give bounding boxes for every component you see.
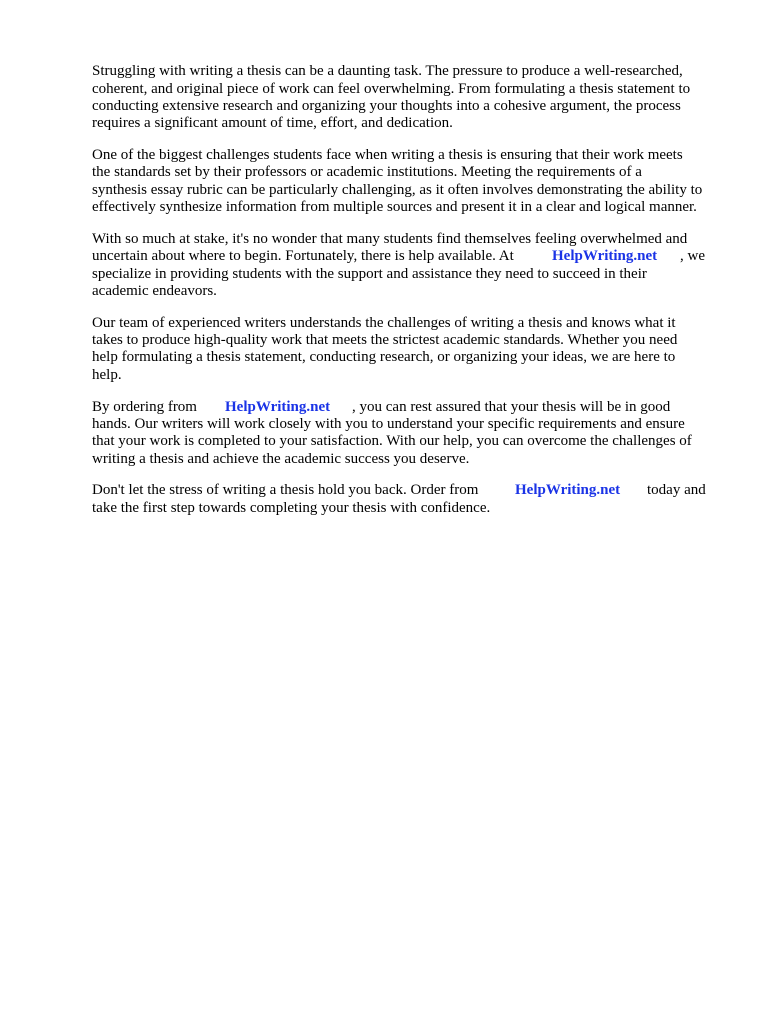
- text-line: One of the biggest challenges students face when writing a thesis is ensuring that their work meets: [92, 147, 683, 163]
- text-line: , you can rest assured that your thesis will be in good: [352, 399, 671, 415]
- text-line: specialize in providing students with the support and assistance they need to succeed in their: [92, 266, 647, 282]
- text-line: conducting extensive research and organizing your thoughts into a cohesive argument, the process: [92, 98, 681, 114]
- text-line: Struggling with writing a thesis can be a daunting task. The pressure to produce a well-researched,: [92, 63, 683, 79]
- text-line: that your work is completed to your satisfaction. With our help, you can overcome the challenges of: [92, 433, 692, 449]
- text-line: the standards set by their professors or academic institutions. Meeting the requirements of a: [92, 164, 642, 180]
- text-line: takes to produce high-quality work that meets the strictest academic standards. Whether you need: [92, 332, 678, 348]
- text-line: effectively synthesize information from multiple sources and present it in a clear and logical manner.: [92, 199, 697, 215]
- text-line: take the first step towards completing your thesis with confidence.: [92, 500, 491, 516]
- text-line: With so much at stake, it's no wonder that many students find themselves feeling overwhelmed and: [92, 231, 688, 247]
- text-line: synthesis essay rubric can be particularly challenging, as it often involves demonstrating the ability to: [92, 182, 703, 198]
- text-line: writing a thesis and achieve the academic success you deserve.: [92, 451, 470, 467]
- helpwriting-link[interactable]: HelpWriting.net: [225, 399, 331, 415]
- helpwriting-link[interactable]: HelpWriting.net: [515, 482, 621, 498]
- text-line: hands. Our writers will work closely with you to understand your specific requirements and ensure: [92, 416, 685, 432]
- text-line: requires a significant amount of time, effort, and dedication.: [92, 115, 453, 131]
- text-line: academic endeavors.: [92, 283, 217, 299]
- text-line: By ordering from: [92, 399, 197, 415]
- text-line: Don't let the stress of writing a thesis hold you back. Order from: [92, 482, 479, 498]
- text-line: uncertain about where to begin. Fortunately, there is help available. At: [92, 248, 514, 264]
- text-line: help formulating a thesis statement, conducting research, or organizing your ideas, we are here to: [92, 349, 676, 365]
- text-line: Our team of experienced writers understands the challenges of writing a thesis and knows what it: [92, 315, 676, 331]
- text-line: today and: [647, 482, 706, 498]
- text-line: , we: [680, 248, 705, 264]
- helpwriting-link[interactable]: HelpWriting.net: [552, 248, 658, 264]
- text-line: coherent, and original piece of work can feel overwhelming. From formulating a thesis statement to: [92, 81, 691, 97]
- text-line: help.: [92, 367, 122, 383]
